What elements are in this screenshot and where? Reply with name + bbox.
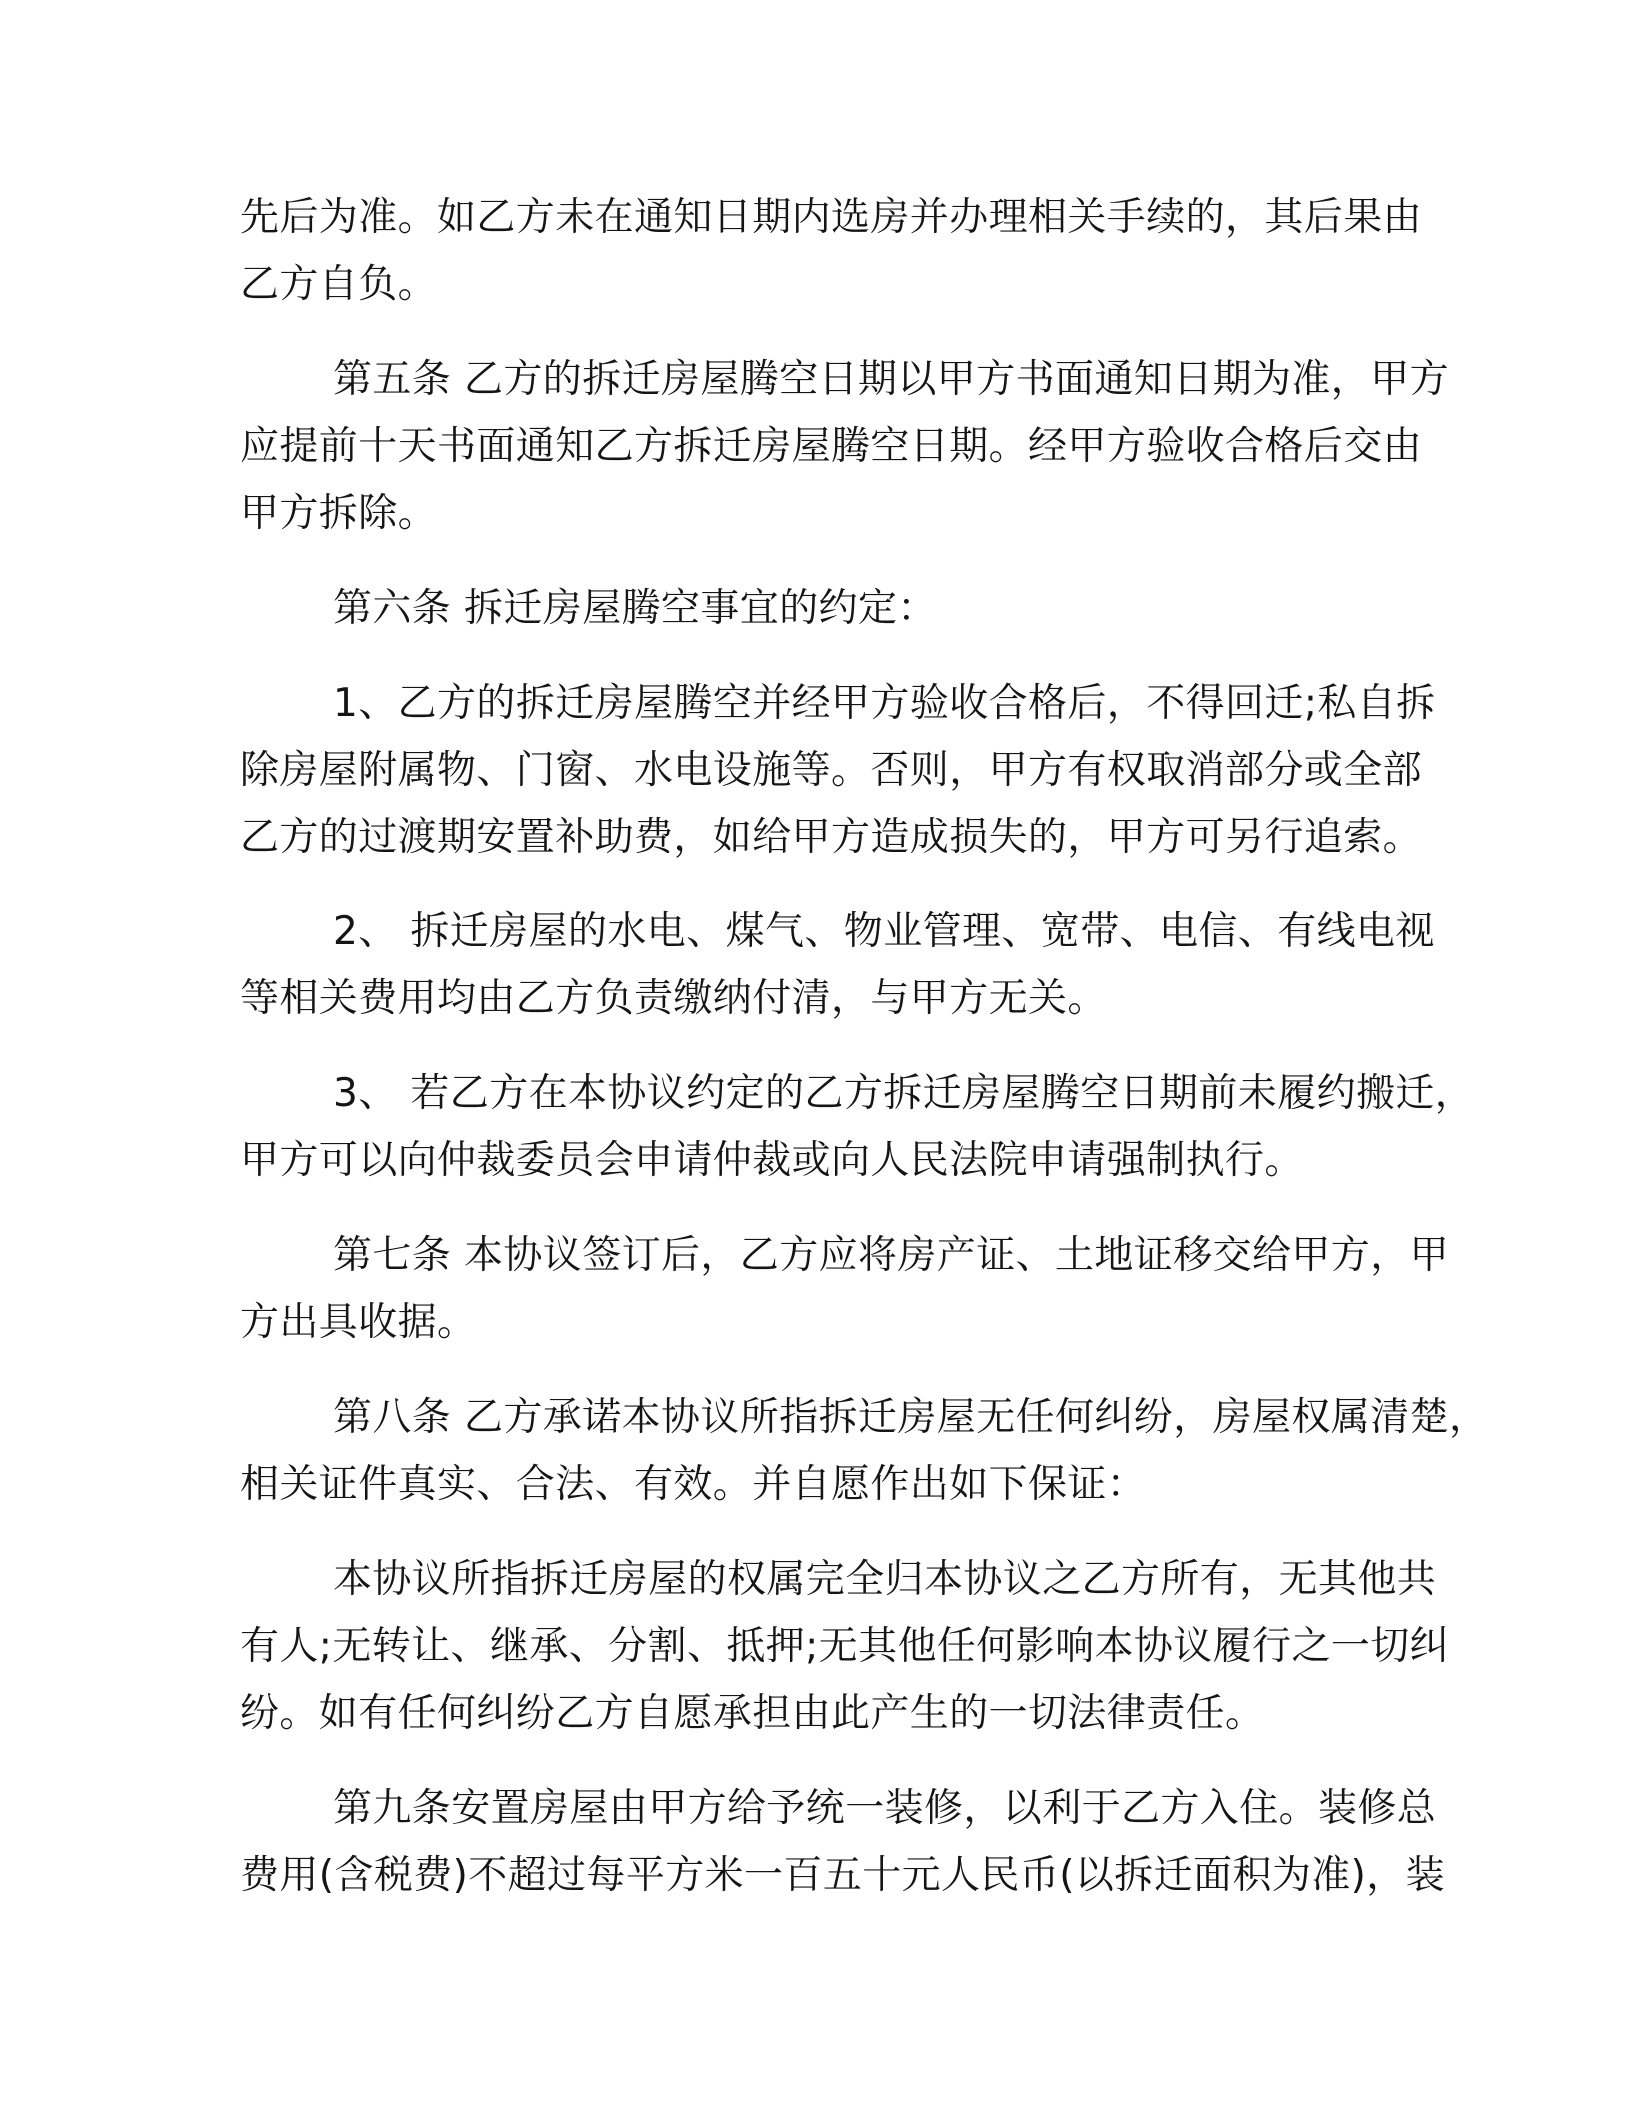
clause-1-line: 1、乙方的拆迁房屋腾空并经甲方验收合格后，不得回迁;私自拆 xyxy=(333,681,1436,726)
article-6-heading-line: 第六条 拆迁房屋腾空事宜的约定： xyxy=(333,586,937,631)
text-line: 甲方拆除。 xyxy=(240,491,438,536)
text-line: 相关证件真实、合法、有效。并自愿作出如下保证： xyxy=(240,1462,1147,1507)
text-line: 除房屋附属物、门窗、水电设施等。否则，甲方有权取消部分或全部 xyxy=(240,748,1423,793)
text-line: 乙方自负。 xyxy=(240,262,438,307)
text-line: 费用(含税费)不超过每平方米一百五十元人民币(以拆迁面积为准)，装 xyxy=(240,1853,1446,1898)
text-line: 等相关费用均由乙方负责缴纳付清，与甲方无关。 xyxy=(240,976,1107,1021)
text-line: 有人;无转让、继承、分割、抵押;无其他任何影响本协议履行之一切纠 xyxy=(240,1624,1450,1669)
guarantee-paragraph-line: 本协议所指拆迁房屋的权属完全归本协议之乙方所有，无其他共 xyxy=(333,1557,1437,1602)
text-line: 乙方的过渡期安置补助费，如给甲方造成损失的，甲方可另行追索。 xyxy=(240,815,1423,860)
text-line: 先后为准。如乙方未在通知日期内选房并办理相关手续的，其后果由 xyxy=(240,195,1423,240)
article-5-heading-line: 第五条 乙方的拆迁房屋腾空日期以甲方书面通知日期为准，甲方 xyxy=(333,357,1449,402)
text-line: 纷。如有任何纠纷乙方自愿承担由此产生的一切法律责任。 xyxy=(240,1691,1265,1736)
clause-2-line: 2、 拆迁房屋的水电、煤气、物业管理、宽带、电信、有线电视 xyxy=(333,909,1435,954)
clause-3-line: 3、 若乙方在本协议约定的乙方拆迁房屋腾空日期前未履约搬迁， xyxy=(333,1071,1475,1116)
article-7-heading-line: 第七条 本协议签订后，乙方应将房产证、土地证移交给甲方，甲 xyxy=(333,1233,1449,1278)
text-line: 甲方可以向仲裁委员会申请仲裁或向人民法院申请强制执行。 xyxy=(240,1138,1304,1183)
text-line: 应提前十天书面通知乙方拆迁房屋腾空日期。经甲方验收合格后交由 xyxy=(240,424,1423,469)
article-9-heading-line: 第九条安置房屋由甲方给予统一装修，以利于乙方入住。装修总 xyxy=(333,1786,1437,1831)
text-line: 方出具收据。 xyxy=(240,1300,477,1345)
article-8-heading-line: 第八条 乙方承诺本协议所指拆迁房屋无任何纠纷，房屋权属清楚， xyxy=(333,1395,1489,1440)
